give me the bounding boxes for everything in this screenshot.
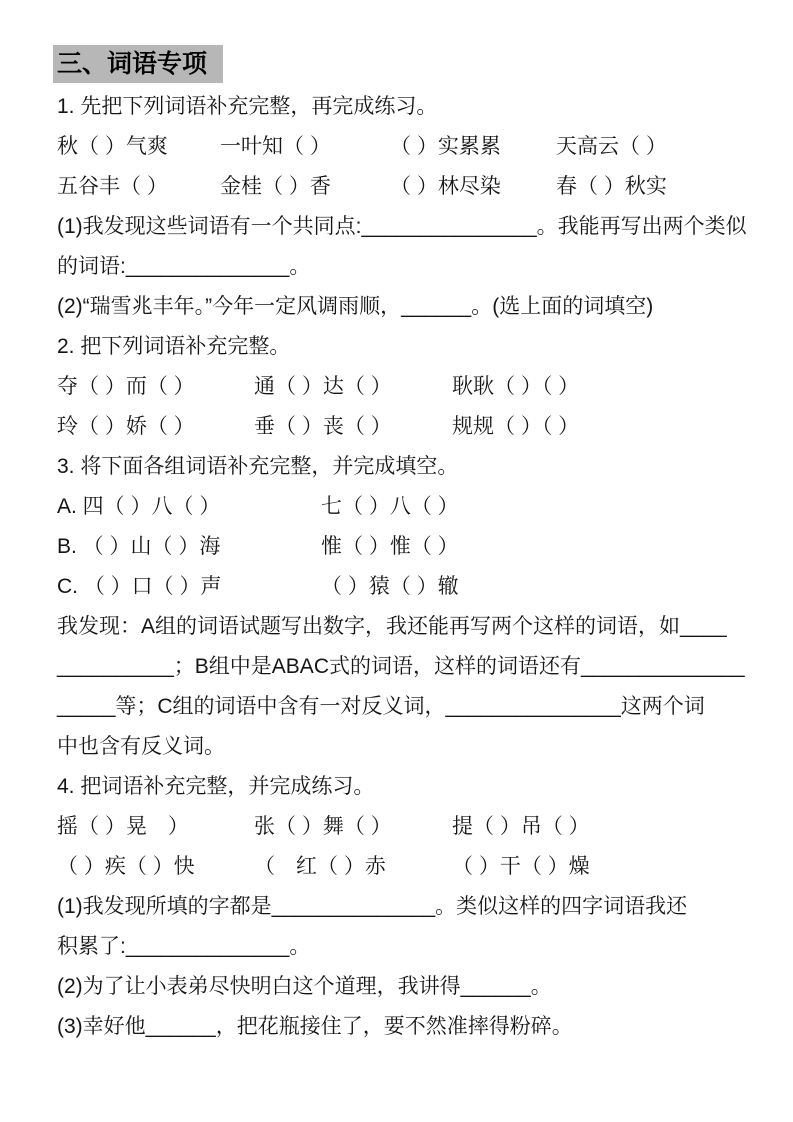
section-title: 三、词语专项 <box>53 45 223 83</box>
word-item: 耿耿（ ）（ ） <box>452 375 580 398</box>
q4-sub1-line-2: 积累了:______________。 <box>57 935 311 958</box>
word-item: （ ）实累累 <box>390 135 501 158</box>
word-item: （ ）猿（ ）辙 <box>321 575 459 598</box>
word-item: 金桂（ ）香 <box>220 175 331 198</box>
q2-heading: 2. 把下列词语补充完整。 <box>57 335 291 358</box>
q3-finding-line-4: 中也含有反义词。 <box>57 735 225 758</box>
q3-finding-line-3: _____等；C组的词语中含有一对反义词，_______________这两个词 <box>57 695 705 718</box>
q1-words-row-1 <box>57 127 745 167</box>
q3-heading: 3. 将下面各组词语补充完整，并完成填空。 <box>57 455 459 478</box>
q4-words-row-2 <box>57 847 745 887</box>
q1-sub1-line-2: 的词语:______________。 <box>57 255 311 278</box>
q4-heading: 4. 把词语补充完整，并完成练习。 <box>57 775 375 798</box>
q1-sub1-line-1: (1)我发现这些词语有一个共同点:_______________。我能再写出两个类似 <box>57 215 747 238</box>
word-item: 规规（ ）（ ） <box>452 415 580 438</box>
word-item: 通（ ）达（ ） <box>254 375 392 398</box>
q3-finding-line-1: 我发现：A组的词语试题写出数字，我还能再写两个这样的词语，如____ <box>57 615 727 638</box>
word-item: 惟（ ）惟（ ） <box>321 535 459 558</box>
q3-group-a-row <box>57 487 745 527</box>
q4-sub2-line: (2)为了让小表弟尽快明白这个道理，我讲得______。 <box>57 975 552 998</box>
q2-words-row-1 <box>57 367 745 407</box>
section-title-row <box>57 45 745 85</box>
q4-words-row-1 <box>57 807 745 847</box>
word-item: 七（ ）八（ ） <box>321 495 459 518</box>
word-item: 秋（ ）气爽 <box>57 135 168 158</box>
word-item: C. （ ）口（ ）声 <box>57 575 222 598</box>
q3-finding-line-2: __________；B组中是ABAC式的词语，这样的词语还有______________ <box>57 655 745 678</box>
word-item: 张（ ）舞（ ） <box>254 815 392 838</box>
word-item: 一叶知（ ） <box>220 135 331 158</box>
word-item: （ ）林尽染 <box>390 175 501 198</box>
word-item: 春（ ）秋实 <box>556 175 667 198</box>
q3-group-c-row <box>57 567 745 607</box>
q3-group-b-row <box>57 527 745 567</box>
q1-sub2-line: (2)“瑞雪兆丰年。”今年一定风调雨顺，______。(选上面的词填空) <box>57 295 654 318</box>
q2-words-row-2 <box>57 407 745 447</box>
word-item: 玲（ ）娇（ ） <box>57 415 195 438</box>
q4-sub3-line: (3)幸好他______，把花瓶接住了，要不然准摔得粉碎。 <box>57 1015 573 1038</box>
word-item: （ ）干（ ）燥 <box>452 855 590 878</box>
q1-words-row-2 <box>57 167 745 207</box>
q1-heading: 1. 先把下列词语补充完整，再完成练习。 <box>57 95 438 118</box>
q4-sub1-line-1: (1)我发现所填的字都是______________。类似这样的四字词语我还 <box>57 895 688 918</box>
word-item: B. （ ）山（ ）海 <box>57 535 221 558</box>
word-item: （ 红（ ）赤 <box>254 855 386 878</box>
word-item: A. 四（ ）八（ ） <box>57 495 221 518</box>
word-item: 五谷丰（ ） <box>57 175 168 198</box>
word-item: 夺（ ）而（ ） <box>57 375 195 398</box>
word-item: 天高云（ ） <box>556 135 667 158</box>
word-item: 摇（ ）晃 ） <box>57 815 189 838</box>
word-item: （ ）疾（ ）快 <box>57 855 195 878</box>
word-item: 垂（ ）丧（ ） <box>254 415 392 438</box>
word-item: 提（ ）吊（ ） <box>452 815 590 838</box>
